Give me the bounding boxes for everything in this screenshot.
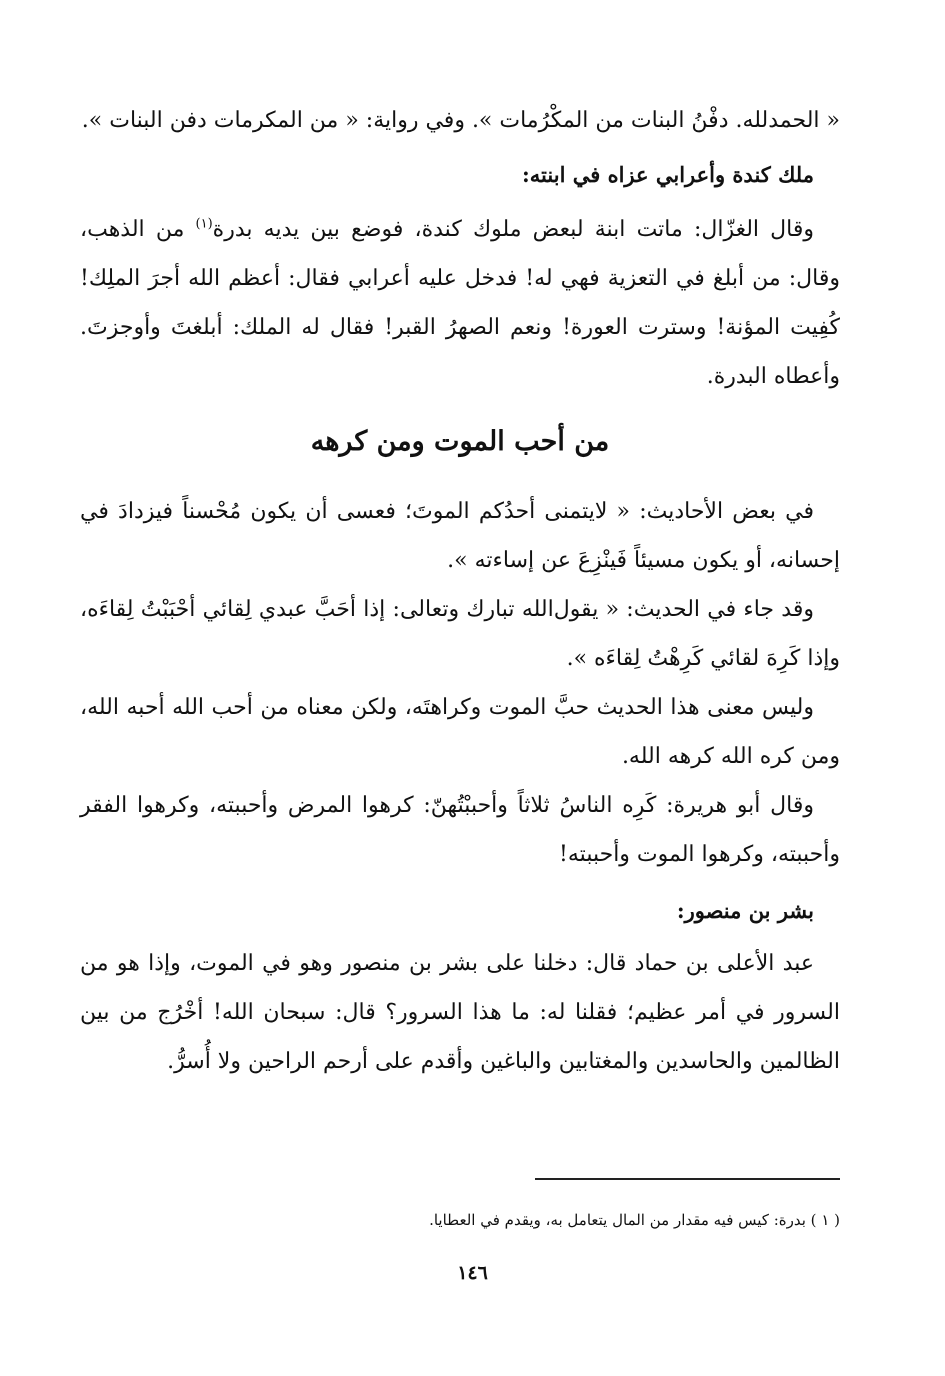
page-number: ١٤٦: [457, 1262, 488, 1284]
page-body: [80, 96, 840, 1086]
section-title-kinda-king: ملك كندة وأعرابي عزاه في ابنته:: [522, 162, 814, 187]
kinda-text-before-ref: وقال الغزّال: ماتت ابنة لبعض ملوك كندة، فوضع بين يديه بدرة: [212, 217, 815, 242]
hadith-paragraph-2: وقد جاء في الحديث: « يقول‌الله تبارك وتعالى: إذا أحَبَّ عبدي لِقائي أحْبَبْتُ لِقاءَه، وإذا كَرِهَ لقائي كَرِهْتُ لِقاءَه ».: [80, 597, 840, 671]
hadith-paragraph-1: في بعض الأحاديث: « لايتمنى أحدُكم الموتَ؛ فعسى أن يكون مُحْسناً فيزدادَ في إحسانه، أو يكون مسيئاً فَينْزِعَ عن إساءته ».: [80, 499, 840, 573]
chapter-heading: من أحب الموت ومن كرهه: [310, 426, 610, 457]
kinda-king-paragraph: [80, 205, 840, 401]
section-title-bishr: بشر بن منصور:: [676, 898, 814, 923]
footnote-reference: (١): [195, 216, 213, 232]
abu-hurayra-paragraph: وقال أبو هريرة: كَرِه الناسُ ثلاثاً وأحببْتُهنّ: كرهوا المرض وأحببته، وكرهوا الفقر وأحببته، وكرهوا الموت وأحببته!: [80, 793, 840, 867]
hadith-explanation-paragraph: وليس معنى هذا الحديث حبَّ الموت وكراهتَه، ولكن معناه من أحب الله أحبه الله، ومن كره الله كرهه الله.: [80, 695, 840, 769]
footnote-divider: [535, 1178, 840, 1180]
bishr-paragraph: عبد الأعلى بن حماد قال: دخلنا على بشر بن منصور وهو في الموت، وإذا هو من السرور في أمر عظيم؛ فقلنا له: ما هذا السرور؟ قال: سبحان الله! أخْرُج من بين الظالمين والحاسدين والمغتابين والباغين وأقدم على أرحم الراحين ولا أُسرُّ.: [80, 951, 840, 1074]
kinda-text-after-ref: من الذهب، وقال: من أبلغ في التعزية فهي له! فدخل عليه أعرابي فقال: أعظم الله أجرَ الملِك! كُفِيت المؤنة! وسترت العورة! ونعم الصهرُ القبر! فقال له الملك: أبلغتَ وأوجزتَ. وأعطاه البدرة.: [80, 217, 840, 389]
opening-paragraph: « الحمدلله. دفْنُ البنات من المكْرُمات ». وفي رواية: « من المكرمات دفن البنات ».: [81, 108, 840, 133]
footnote-text: ( ١ ) بدرة: كيس فيه مقدار من المال يتعامل به، ويقدم في العطايا.: [429, 1211, 840, 1229]
